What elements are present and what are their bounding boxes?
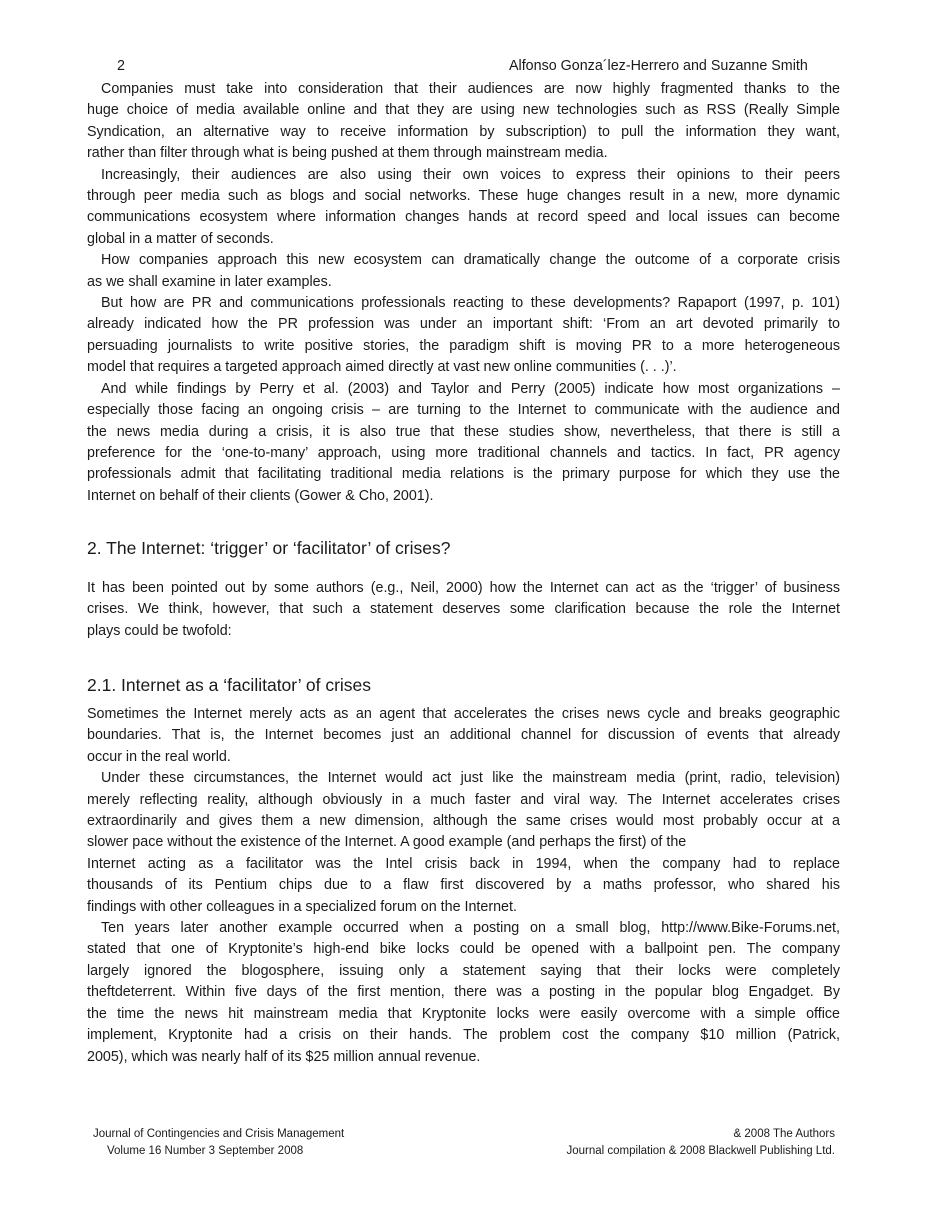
text-line: thousands of its Pentium chips due to a flaw first discovered by a maths professor, who shared his: [87, 877, 840, 894]
text-line: findings with other colleagues in a specialized forum on the Internet.: [87, 898, 517, 915]
text-line: already indicated how the PR profession was under an important shift: ‘From an art devoted primarily to: [87, 316, 840, 333]
section-1-body: [87, 79, 840, 507]
text-line: But how are PR and communications professionals reacting to these developments? Rapaport (1997, p. 101): [101, 295, 840, 312]
text-line: Increasingly, their audiences are also using their own voices to express their opinions to their peers: [101, 166, 840, 183]
footer-compilation-line: Journal compilation & 2008 Blackwell Publishing Ltd.: [566, 1145, 835, 1157]
text-line: especially those facing an ongoing crisis – are turning to the Internet to communicate with the audience and: [87, 402, 840, 419]
text-line: boundaries. That is, the Internet becomes just an additional channel for discussion of events that already: [87, 727, 840, 744]
text-line: extraordinarily and gives them a new dimension, although the same crises would most probably occur at a: [87, 813, 840, 830]
text-line: Syndication, an alternative way to receive information by subscription) to pull the information they want,: [87, 123, 840, 140]
footer-journal-name: Journal of Contingencies and Crisis Management: [93, 1128, 345, 1140]
text-line: 2005), which was nearly half of its $25 million annual revenue.: [87, 1048, 481, 1065]
text-line: How companies approach this new ecosystem can dramatically change the outcome of a corporate crisis: [101, 252, 840, 269]
footer-copyright: [567, 1126, 836, 1160]
text-line: professionals admit that facilitating traditional media relations is the primary purpose for which they use the: [87, 466, 840, 483]
text-line: Sometimes the Internet merely acts as an agent that accelerates the crises news cycle and breaks geographic: [87, 706, 840, 722]
footer-journal: [93, 1126, 344, 1160]
text-line: occur in the real world.: [87, 748, 231, 765]
text-line: largely ignored the blogosphere, issuing only a statement saying that their locks were completely: [87, 962, 840, 979]
text-line: And while findings by Perry et al. (2003) and Taylor and Perry (2005) indicate how most organizations –: [101, 380, 840, 397]
section-heading-2-1: 2.1. Internet as a ‘facilitator’ of crises: [87, 675, 372, 695]
text-line: Internet on behalf of their clients (Gower & Cho, 2001).: [87, 487, 434, 504]
text-line: the news media during a crisis, it is also true that these studies show, nevertheless, that there is still a: [87, 423, 840, 440]
text-line: Under these circumstances, the Internet would act just like the mainstream media (print, radio, television): [101, 770, 840, 787]
text-line: slower pace without the existence of the Internet. A good example (and perhaps the first) of the: [87, 834, 687, 851]
page-number: 2: [117, 58, 125, 74]
text-line: preference for the ‘one-to-many’ approach, using more traditional channels and tactics. In fact, PR agency: [87, 444, 840, 461]
text-line: rather than filter through what is being pushed at them through mainstream media.: [87, 145, 608, 162]
text-line: implement, Kryptonite had a crisis on their hands. The problem cost the company $10 million (Patrick,: [87, 1027, 840, 1044]
footer-copyright-line: & 2008 The Authors: [733, 1128, 835, 1140]
footer-volume: Volume 16 Number 3 September 2008: [107, 1145, 304, 1157]
text-line: huge choice of media available online and that they are using new technologies such as RSS (Really Simple: [87, 102, 840, 119]
text-line: stated that one of Kryptonite’s high-end bike locks could be opened with a ballpoint pen. The company: [87, 941, 840, 958]
text-line: Companies must take into consideration that their audiences are now highly fragmented thanks to the: [101, 81, 840, 97]
text-line: the time the news hit mainstream media that Kryptonite locks were easily overcome with a simple office: [87, 1005, 840, 1022]
section-2-body: [87, 578, 840, 642]
text-line: theftdeterrent. Within five days of the first mention, there was a posting in the popular blog Engadget. By: [87, 984, 840, 1001]
text-line: crises. We think, however, that such a statement deserves some clarification because the role the Internet: [87, 601, 840, 618]
text-line: through peer media such as blogs and social networks. These huge changes result in a new, more dynamic: [87, 188, 840, 205]
text-line: merely reflecting reality, although obviously in a much faster and viral way. The Internet accelerates crises: [87, 791, 840, 808]
text-line: model that requires a targeted approach aimed directly at vast new online communities (. . .)’.: [87, 359, 677, 376]
text-line: Ten years later another example occurred when a posting on a small blog, http://www.Bike-Forums.net,: [101, 920, 840, 937]
text-line: as we shall examine in later examples.: [87, 273, 332, 290]
text-line: persuading journalists to write positive stories, the paradigm shift is moving PR to a more heterogeneous: [87, 337, 840, 354]
text-line: plays could be twofold:: [87, 622, 232, 639]
section-heading-2: 2. The Internet: ‘trigger’ or ‘facilitator’ of crises?: [87, 538, 451, 558]
text-line: It has been pointed out by some authors (e.g., Neil, 2000) how the Internet can act as the ‘trigger’ of business: [87, 580, 840, 596]
section-2-1-body: [87, 704, 840, 1068]
text-line: global in a matter of seconds.: [87, 230, 274, 247]
running-header-authors: Alfonso Gonza´lez-Herrero and Suzanne Smith: [509, 58, 808, 74]
text-line: communications ecosystem where information changes hands at record speed and local issues can become: [87, 209, 840, 226]
text-line: Internet acting as a facilitator was the Intel crisis back in 1994, when the company had to replace: [87, 855, 840, 872]
